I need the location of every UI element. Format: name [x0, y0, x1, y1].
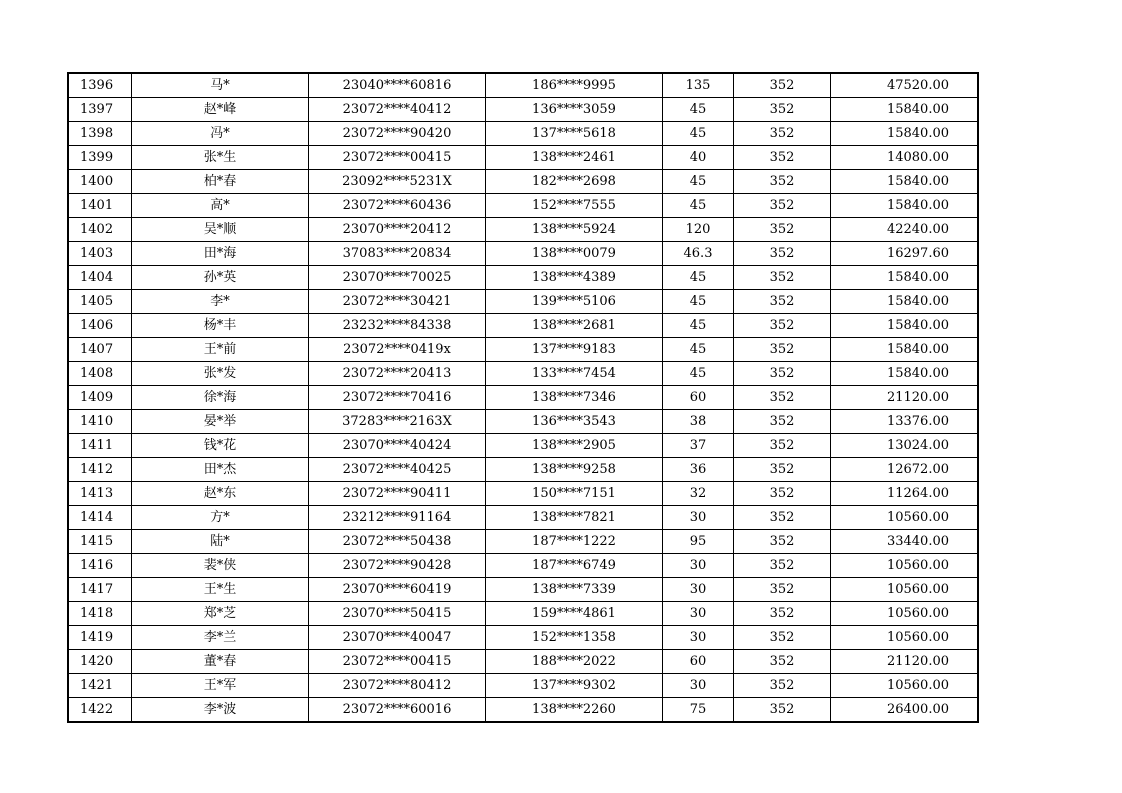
phone-cell: 152****7555	[486, 194, 663, 218]
unit-price-cell: 352	[734, 170, 831, 194]
unit-price-cell: 352	[734, 458, 831, 482]
row-number-cell: 1408	[68, 362, 132, 386]
amount-cell: 15840.00	[831, 122, 979, 146]
row-number-cell: 1417	[68, 578, 132, 602]
table-row	[68, 554, 978, 578]
amount-cell: 21120.00	[831, 650, 979, 674]
amount-cell: 33440.00	[831, 530, 979, 554]
phone-cell: 159****4861	[486, 602, 663, 626]
amount-cell: 10560.00	[831, 578, 979, 602]
name-cell: 郑*芝	[132, 602, 309, 626]
table-row	[68, 170, 978, 194]
quantity-cell: 45	[663, 266, 734, 290]
table-row	[68, 602, 978, 626]
quantity-cell: 95	[663, 530, 734, 554]
amount-cell: 10560.00	[831, 674, 979, 698]
unit-price-cell: 352	[734, 650, 831, 674]
phone-cell: 138****4389	[486, 266, 663, 290]
amount-cell: 15840.00	[831, 194, 979, 218]
phone-cell: 138****7821	[486, 506, 663, 530]
quantity-cell: 45	[663, 122, 734, 146]
phone-cell: 138****2260	[486, 698, 663, 723]
row-number-cell: 1415	[68, 530, 132, 554]
row-number-cell: 1406	[68, 314, 132, 338]
amount-cell: 15840.00	[831, 170, 979, 194]
row-number-cell: 1404	[68, 266, 132, 290]
quantity-cell: 38	[663, 410, 734, 434]
table-row	[68, 506, 978, 530]
table-row	[68, 410, 978, 434]
id-number-cell: 23072****90411	[309, 482, 486, 506]
phone-cell: 150****7151	[486, 482, 663, 506]
table-row	[68, 98, 978, 122]
unit-price-cell: 352	[734, 578, 831, 602]
quantity-cell: 30	[663, 626, 734, 650]
phone-cell: 138****9258	[486, 458, 663, 482]
quantity-cell: 30	[663, 578, 734, 602]
quantity-cell: 75	[663, 698, 734, 723]
row-number-cell: 1407	[68, 338, 132, 362]
unit-price-cell: 352	[734, 482, 831, 506]
phone-cell: 182****2698	[486, 170, 663, 194]
id-number-cell: 23072****90428	[309, 554, 486, 578]
data-table	[67, 72, 979, 723]
id-number-cell: 23072****0419x	[309, 338, 486, 362]
table-row	[68, 194, 978, 218]
amount-cell: 42240.00	[831, 218, 979, 242]
id-number-cell: 23072****30421	[309, 290, 486, 314]
row-number-cell: 1399	[68, 146, 132, 170]
phone-cell: 138****0079	[486, 242, 663, 266]
unit-price-cell: 352	[734, 698, 831, 723]
id-number-cell: 23072****90420	[309, 122, 486, 146]
table-row	[68, 458, 978, 482]
quantity-cell: 30	[663, 602, 734, 626]
row-number-cell: 1403	[68, 242, 132, 266]
amount-cell: 13376.00	[831, 410, 979, 434]
table-row	[68, 290, 978, 314]
id-number-cell: 23072****60016	[309, 698, 486, 723]
amount-cell: 15840.00	[831, 338, 979, 362]
id-number-cell: 23072****60436	[309, 194, 486, 218]
unit-price-cell: 352	[734, 362, 831, 386]
phone-cell: 136****3059	[486, 98, 663, 122]
unit-price-cell: 352	[734, 290, 831, 314]
name-cell: 晏*举	[132, 410, 309, 434]
amount-cell: 15840.00	[831, 266, 979, 290]
amount-cell: 15840.00	[831, 362, 979, 386]
row-number-cell: 1419	[68, 626, 132, 650]
table-row	[68, 146, 978, 170]
quantity-cell: 60	[663, 650, 734, 674]
id-number-cell: 23070****40047	[309, 626, 486, 650]
quantity-cell: 120	[663, 218, 734, 242]
id-number-cell: 23070****70025	[309, 266, 486, 290]
name-cell: 李*兰	[132, 626, 309, 650]
id-number-cell: 37083****20834	[309, 242, 486, 266]
phone-cell: 138****2461	[486, 146, 663, 170]
phone-cell: 138****7339	[486, 578, 663, 602]
name-cell: 李*	[132, 290, 309, 314]
table-row	[68, 578, 978, 602]
table-row	[68, 266, 978, 290]
id-number-cell: 23040****60816	[309, 73, 486, 98]
quantity-cell: 30	[663, 674, 734, 698]
row-number-cell: 1410	[68, 410, 132, 434]
amount-cell: 11264.00	[831, 482, 979, 506]
amount-cell: 21120.00	[831, 386, 979, 410]
phone-cell: 137****9302	[486, 674, 663, 698]
quantity-cell: 45	[663, 362, 734, 386]
name-cell: 钱*花	[132, 434, 309, 458]
amount-cell: 15840.00	[831, 98, 979, 122]
unit-price-cell: 352	[734, 674, 831, 698]
name-cell: 冯*	[132, 122, 309, 146]
unit-price-cell: 352	[734, 434, 831, 458]
phone-cell: 138****7346	[486, 386, 663, 410]
table-row	[68, 434, 978, 458]
table-row	[68, 122, 978, 146]
unit-price-cell: 352	[734, 122, 831, 146]
amount-cell: 15840.00	[831, 314, 979, 338]
phone-cell: 133****7454	[486, 362, 663, 386]
name-cell: 赵*东	[132, 482, 309, 506]
amount-cell: 13024.00	[831, 434, 979, 458]
amount-cell: 14080.00	[831, 146, 979, 170]
id-number-cell: 23072****00415	[309, 146, 486, 170]
amount-cell: 26400.00	[831, 698, 979, 723]
phone-cell: 138****2905	[486, 434, 663, 458]
name-cell: 裴*侠	[132, 554, 309, 578]
table-row	[68, 530, 978, 554]
row-number-cell: 1421	[68, 674, 132, 698]
name-cell: 高*	[132, 194, 309, 218]
amount-cell: 10560.00	[831, 626, 979, 650]
phone-cell: 187****6749	[486, 554, 663, 578]
name-cell: 吴*顺	[132, 218, 309, 242]
unit-price-cell: 352	[734, 314, 831, 338]
row-number-cell: 1400	[68, 170, 132, 194]
phone-cell: 138****2681	[486, 314, 663, 338]
unit-price-cell: 352	[734, 554, 831, 578]
table-row	[68, 362, 978, 386]
name-cell: 李*波	[132, 698, 309, 723]
row-number-cell: 1414	[68, 506, 132, 530]
id-number-cell: 23070****20412	[309, 218, 486, 242]
id-number-cell: 23070****60419	[309, 578, 486, 602]
quantity-cell: 36	[663, 458, 734, 482]
phone-cell: 188****2022	[486, 650, 663, 674]
id-number-cell: 23072****70416	[309, 386, 486, 410]
name-cell: 徐*海	[132, 386, 309, 410]
amount-cell: 16297.60	[831, 242, 979, 266]
id-number-cell: 23072****50438	[309, 530, 486, 554]
table-row	[68, 674, 978, 698]
id-number-cell: 23212****91164	[309, 506, 486, 530]
phone-cell: 139****5106	[486, 290, 663, 314]
name-cell: 陆*	[132, 530, 309, 554]
amount-cell: 10560.00	[831, 506, 979, 530]
id-number-cell: 23070****40424	[309, 434, 486, 458]
row-number-cell: 1405	[68, 290, 132, 314]
quantity-cell: 30	[663, 554, 734, 578]
id-number-cell: 37283****2163X	[309, 410, 486, 434]
unit-price-cell: 352	[734, 602, 831, 626]
unit-price-cell: 352	[734, 530, 831, 554]
name-cell: 赵*峰	[132, 98, 309, 122]
table-row	[68, 386, 978, 410]
name-cell: 田*杰	[132, 458, 309, 482]
quantity-cell: 135	[663, 73, 734, 98]
table-body	[68, 73, 978, 722]
quantity-cell: 45	[663, 290, 734, 314]
row-number-cell: 1412	[68, 458, 132, 482]
phone-cell: 137****9183	[486, 338, 663, 362]
table-row	[68, 242, 978, 266]
quantity-cell: 60	[663, 386, 734, 410]
quantity-cell: 32	[663, 482, 734, 506]
unit-price-cell: 352	[734, 218, 831, 242]
name-cell: 张*生	[132, 146, 309, 170]
name-cell: 王*生	[132, 578, 309, 602]
name-cell: 杨*丰	[132, 314, 309, 338]
table-row	[68, 338, 978, 362]
row-number-cell: 1422	[68, 698, 132, 723]
row-number-cell: 1420	[68, 650, 132, 674]
phone-cell: 152****1358	[486, 626, 663, 650]
unit-price-cell: 352	[734, 242, 831, 266]
row-number-cell: 1401	[68, 194, 132, 218]
table-row	[68, 698, 978, 723]
unit-price-cell: 352	[734, 338, 831, 362]
unit-price-cell: 352	[734, 73, 831, 98]
unit-price-cell: 352	[734, 410, 831, 434]
id-number-cell: 23232****84338	[309, 314, 486, 338]
row-number-cell: 1411	[68, 434, 132, 458]
amount-cell: 10560.00	[831, 602, 979, 626]
phone-cell: 137****5618	[486, 122, 663, 146]
unit-price-cell: 352	[734, 146, 831, 170]
row-number-cell: 1396	[68, 73, 132, 98]
id-number-cell: 23072****00415	[309, 650, 486, 674]
phone-cell: 187****1222	[486, 530, 663, 554]
id-number-cell: 23072****40412	[309, 98, 486, 122]
name-cell: 马*	[132, 73, 309, 98]
table-row	[68, 218, 978, 242]
name-cell: 王*军	[132, 674, 309, 698]
id-number-cell: 23072****80412	[309, 674, 486, 698]
quantity-cell: 45	[663, 194, 734, 218]
table-row	[68, 626, 978, 650]
phone-cell: 186****9995	[486, 73, 663, 98]
quantity-cell: 37	[663, 434, 734, 458]
quantity-cell: 45	[663, 170, 734, 194]
id-number-cell: 23070****50415	[309, 602, 486, 626]
name-cell: 董*春	[132, 650, 309, 674]
row-number-cell: 1402	[68, 218, 132, 242]
quantity-cell: 46.3	[663, 242, 734, 266]
unit-price-cell: 352	[734, 194, 831, 218]
table-row	[68, 73, 978, 98]
row-number-cell: 1409	[68, 386, 132, 410]
unit-price-cell: 352	[734, 626, 831, 650]
name-cell: 孙*英	[132, 266, 309, 290]
unit-price-cell: 352	[734, 506, 831, 530]
id-number-cell: 23072****40425	[309, 458, 486, 482]
unit-price-cell: 352	[734, 98, 831, 122]
name-cell: 方*	[132, 506, 309, 530]
amount-cell: 10560.00	[831, 554, 979, 578]
phone-cell: 138****5924	[486, 218, 663, 242]
table-row	[68, 482, 978, 506]
amount-cell: 47520.00	[831, 73, 979, 98]
row-number-cell: 1398	[68, 122, 132, 146]
table-row	[68, 314, 978, 338]
row-number-cell: 1397	[68, 98, 132, 122]
amount-cell: 12672.00	[831, 458, 979, 482]
unit-price-cell: 352	[734, 386, 831, 410]
phone-cell: 136****3543	[486, 410, 663, 434]
name-cell: 王*前	[132, 338, 309, 362]
row-number-cell: 1413	[68, 482, 132, 506]
name-cell: 张*发	[132, 362, 309, 386]
name-cell: 田*海	[132, 242, 309, 266]
row-number-cell: 1416	[68, 554, 132, 578]
name-cell: 柏*春	[132, 170, 309, 194]
quantity-cell: 45	[663, 314, 734, 338]
quantity-cell: 30	[663, 506, 734, 530]
id-number-cell: 23092****5231X	[309, 170, 486, 194]
quantity-cell: 45	[663, 338, 734, 362]
table-row	[68, 650, 978, 674]
id-number-cell: 23072****20413	[309, 362, 486, 386]
quantity-cell: 40	[663, 146, 734, 170]
row-number-cell: 1418	[68, 602, 132, 626]
amount-cell: 15840.00	[831, 290, 979, 314]
unit-price-cell: 352	[734, 266, 831, 290]
quantity-cell: 45	[663, 98, 734, 122]
